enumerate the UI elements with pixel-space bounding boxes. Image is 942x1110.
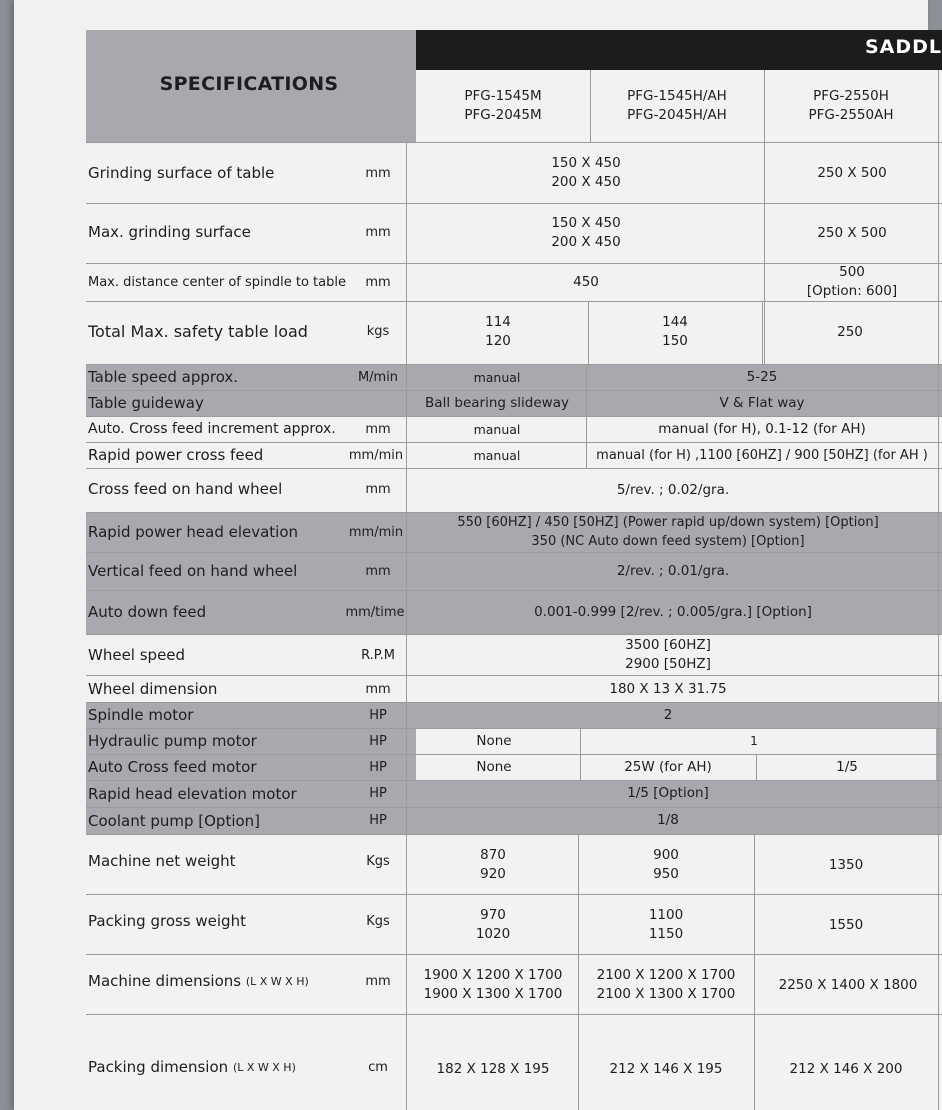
row-unit: kgs [366, 323, 390, 339]
row-label: Max. distance center of spindle to table [88, 274, 346, 290]
value-cell: manual (for H) ,1100 [60HZ] / 900 [50HZ] (for AH ) [596, 447, 928, 463]
value-cell [766, 264, 938, 300]
value-line: 1900 X 1200 X 1700 [423, 967, 563, 983]
row-label [86, 1052, 296, 1082]
row-label: Coolant pump [Option] [88, 811, 261, 830]
value-cell: 5-25 [746, 368, 778, 385]
row-unit: Kgs [366, 913, 390, 929]
value-line: 150 X 450 [551, 155, 621, 171]
model-name: PFG-2550H [813, 88, 889, 104]
value-line: 500 [839, 264, 865, 280]
value-cell: 250 [837, 323, 863, 340]
value-cell [578, 836, 754, 894]
model-m-header [416, 76, 590, 136]
row-label-text: Packing dimension [88, 1058, 229, 1076]
row-unit: mm/time [345, 604, 405, 620]
row-label: Auto. Cross feed increment approx. [88, 421, 336, 437]
divider [938, 70, 939, 142]
row-unit: mm [365, 481, 391, 497]
divider [86, 834, 942, 835]
value-cell [588, 302, 762, 362]
row-label: Total Max. safety table load [88, 321, 308, 341]
value-line: [Option: 600] [806, 283, 898, 299]
row-label: Rapid power cross feed [88, 446, 264, 464]
model-2550-header [764, 76, 938, 136]
value-cell: 1 [750, 733, 758, 748]
row-label: Rapid power head elevation [88, 523, 299, 541]
row-label: Table speed approx. [88, 368, 239, 386]
value-cell [408, 956, 578, 1014]
value-cell: Ball bearing slideway [425, 394, 569, 411]
value-cell: 2/rev. ; 0.01/gra. [616, 562, 730, 579]
value-line: 200 X 450 [551, 234, 621, 250]
value-line: 870 [480, 847, 506, 863]
value-cell: 250 X 500 [817, 164, 887, 181]
value-line: 900 [653, 847, 679, 863]
value-cell [408, 514, 928, 550]
row-unit: mm [365, 563, 391, 579]
divider [86, 468, 942, 469]
model-name: PFG-1545M [464, 88, 542, 104]
value-line: 950 [653, 866, 679, 882]
row-label-suffix: (L X W X H) [232, 1060, 296, 1074]
value-cell: 25W (for AH) [624, 758, 712, 775]
model-name: PFG-2045M [464, 107, 542, 123]
page-title: SPECIFICATIONS [159, 72, 339, 95]
row-unit: mm [365, 421, 391, 437]
value-cell: 2 [663, 706, 673, 723]
row-label: Grinding surface of table [88, 164, 275, 182]
value-line: 1150 [648, 926, 684, 942]
row-unit: mm [365, 165, 391, 181]
row-label: Machine net weight [88, 852, 236, 870]
value-cell [578, 956, 754, 1014]
row-unit: mm [365, 973, 391, 989]
divider [86, 552, 942, 553]
row-label: Table guideway [88, 394, 204, 412]
row-label [86, 966, 309, 996]
value-cell [408, 144, 764, 202]
value-line: 200 X 450 [551, 174, 621, 190]
row-label: Auto down feed [88, 603, 207, 621]
value-cell: 180 X 13 X 31.75 [609, 680, 727, 697]
value-line: 2100 X 1200 X 1700 [596, 967, 736, 983]
row-unit: cm [368, 1059, 388, 1075]
value-cell: 250 X 500 [817, 224, 887, 241]
row-label: Auto Cross feed motor [88, 758, 257, 776]
value-cell [408, 896, 578, 954]
value-cell [408, 204, 764, 262]
value-cell: 182 X 128 X 195 [436, 1060, 550, 1077]
value-cell: manual [473, 369, 521, 385]
value-cell: manual [473, 447, 521, 463]
row-label: Hydraulic pump motor [88, 732, 257, 750]
value-cell: 1/5 [Option] [627, 785, 709, 801]
value-cell [578, 896, 754, 954]
series-label: SADDL [864, 36, 942, 58]
row-unit: mm/min [348, 524, 404, 540]
row-unit: mm [365, 274, 391, 290]
value-cell: None [476, 732, 512, 749]
divider [86, 954, 942, 955]
value-cell: 5/rev. ; 0.02/gra. [616, 481, 730, 498]
row-label: Spindle motor [88, 706, 194, 724]
value-line: 150 X 450 [551, 215, 621, 231]
value-line: 2100 X 1300 X 1700 [596, 986, 736, 1002]
row-label-suffix: (L X W X H) [245, 974, 309, 988]
divider [764, 70, 765, 142]
spec-sheet [14, 0, 942, 1110]
row-label: Cross feed on hand wheel [88, 480, 283, 498]
value-cell: 2250 X 1400 X 1800 [778, 976, 918, 993]
value-cell: 212 X 146 X 200 [789, 1060, 903, 1077]
value-cell: 1550 [828, 916, 864, 933]
value-line: 920 [480, 866, 506, 882]
value-line: 120 [485, 333, 511, 349]
value-cell: 1350 [828, 856, 864, 873]
row-label-text: Machine dimensions [88, 972, 242, 990]
row-unit: mm [365, 224, 391, 240]
value-cell [408, 836, 578, 894]
divider [86, 894, 942, 895]
divider [86, 142, 942, 143]
model-name: PFG-2550AH [808, 107, 894, 123]
value-line: 2900 [50HZ] [625, 656, 711, 672]
row-unit: M/min [357, 369, 399, 385]
row-label: Wheel dimension [88, 680, 218, 698]
row-label: Packing gross weight [88, 912, 246, 930]
specifications-table [86, 30, 942, 1110]
value-line: 350 (NC Auto down feed system) [Option] [531, 534, 805, 549]
value-cell: manual [473, 421, 521, 437]
row-unit: mm/min [348, 447, 404, 463]
value-line: 1020 [475, 926, 511, 942]
value-line: 1900 X 1300 X 1700 [423, 986, 563, 1002]
model-name: PFG-1545H/AH [627, 88, 727, 104]
header-title-cell [86, 30, 416, 142]
row-label: Max. grinding surface [88, 223, 251, 241]
divider [86, 590, 942, 591]
row-label: Vertical feed on hand wheel [88, 562, 298, 580]
row-unit: mm [365, 681, 391, 697]
value-line: 3500 [60HZ] [625, 637, 711, 653]
model-name: PFG-2045H/AH [627, 107, 727, 123]
value-line: 114 [485, 314, 511, 330]
divider [86, 1014, 942, 1015]
series-header-bar [416, 30, 942, 70]
value-line: 970 [480, 907, 506, 923]
value-line: 144 [662, 314, 688, 330]
row-unit: Kgs [366, 853, 390, 869]
value-cell: 212 X 146 X 195 [609, 1060, 723, 1077]
row-unit: HP [369, 707, 387, 723]
value-line: 150 [662, 333, 688, 349]
value-cell [408, 636, 928, 674]
value-cell: 1/8 [657, 812, 679, 828]
value-line: 1100 [648, 907, 684, 923]
row-unit: HP [369, 733, 387, 749]
divider [590, 70, 591, 142]
row-label: Wheel speed [88, 646, 186, 664]
value-cell: 0.001-0.999 [2/rev. ; 0.005/gra.] [Option] [534, 603, 812, 620]
row-unit: R.P.M [361, 647, 395, 663]
row-unit: HP [369, 786, 387, 801]
value-cell [408, 302, 588, 362]
row-unit: HP [369, 759, 387, 775]
row-unit: HP [369, 813, 387, 828]
value-cell: None [476, 758, 512, 775]
value-cell: 1/5 [836, 758, 858, 775]
row-label: Rapid head elevation motor [88, 784, 297, 803]
value-cell: V & Flat way [719, 394, 805, 411]
model-h-header [590, 76, 764, 136]
value-line: 550 [60HZ] / 450 [50HZ] (Power rapid up/down system) [Option] [457, 515, 879, 530]
value-cell: 450 [573, 273, 599, 290]
divider [86, 634, 942, 635]
value-cell: manual (for H), 0.1-12 (for AH) [658, 420, 866, 437]
